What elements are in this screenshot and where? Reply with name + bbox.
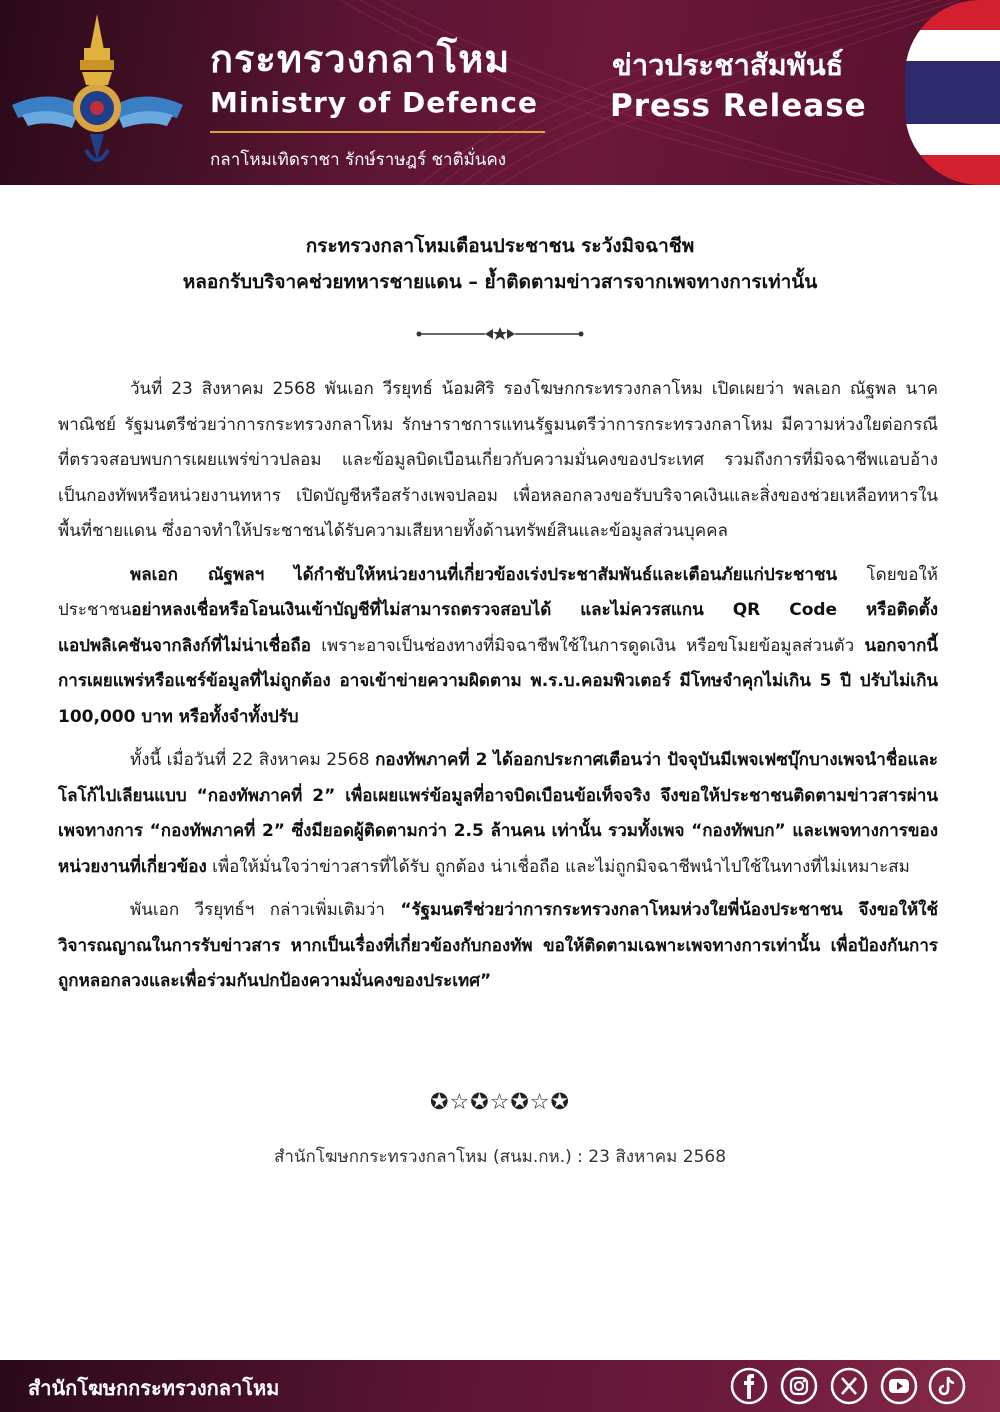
ornament-divider-icon [415,324,585,344]
title-line-1: กระทรวงกลาโหมเตือนประชาชน ระวังมิจฉาชีพ [305,235,695,257]
paragraph-2-text-b: โดยขอให้ประชาชน [58,564,938,620]
paragraph-3-text-a: ทั้งนี้ เมื่อวันที่ 22 สิงหาคม 2568 [130,750,376,770]
paragraph-3-bold-b: กองทัพภาคที่ 2 ได้ออกประกาศเตือนว่า ปัจจุบันมีเพจเฟซบุ๊กบางเพจนำชื่อและโลโก้ไปเลียนแบบ “กองทัพภาคที่ 2” เพื่อเผยแพร่ข้อมูลที่อาจบิดเบือนข้อเท็จจริง จึงขอให้ประชาชนติดตามข่าวสารผ่านเพจทางการ “กองทัพภาคที่ 2” ซึ่งมียอดผู้ติดตามกว่า 2.5 ล้านคน เท่านั้น รวมทั้งเพจ “กองทัพบก” และเพจทางการของหน่วยงานที่เกี่ยวข้อง [58,750,939,877]
press-release-english: Press Release [610,88,867,124]
footer-bar [0,1360,1000,1412]
facebook-icon[interactable] [730,1367,768,1405]
paragraph-1-text: วันที่ 23 สิงหาคม 2568 พันเอก วีรยุทธ์ น้อมศิริ รองโฆษกกระทรวงกลาโหม เปิดเผยว่า พลเอก ณัฐพล นาคพาณิชย์ รัฐมนตรีช่วยว่าการกระทรวงกลาโหม รักษาราชการแทนรัฐมนตรีว่าการกระทรวงกลาโหม มีความห่วงใยต่อกรณีที่ตรวจสอบพบการเผยแพร่ข่าวปลอม และข้อมูลบิดเบือนเกี่ยวกับความมั่นคงของประเทศ รวมถึงการที่มิจฉาชีพแอบอ้างเป็นกองทัพหรือหน่วยงานทหาร เปิดบัญชีหรือสร้างเพจปลอม เพื่อหลอกลวงขอรับบริจาคเงินและสิ่งของช่วยเหลือทหารในพื้นที่ชายแดน ซึ่งอาจทำให้ประชาชนได้รับความเสียหายทั้งด้านทรัพย์สินและข้อมูลส่วนบุคคล [58,379,938,541]
paragraph-2-bold-a: พลเอก ณัฐพลฯ ได้กำชับให้หน่วยงานที่เกี่ยวข้องเร่งประชาสัมพันธ์และเตือนภัยแก่ประชาชน [130,564,838,585]
source-line: สำนักโฆษกกระทรวงกลาโหม (สนม.กห.) : 23 สิงหาคม 2568 [273,1147,727,1167]
title-line-2: หลอกรับบริจาคช่วยทหารชายแดน – ย้ำติดตามข่าวสารจากเพจทางการเท่านั้น [182,271,818,293]
star-divider: ✪☆✪☆✪☆✪ [430,1090,570,1115]
paragraph-2-bold-c: อย่าหลงเชื่อหรือโอนเงินเข้าบัญชีที่ไม่สามารถตรวจสอบได้ และไม่ควรสแกน QR Code หรือติดตั้งแอปพลิเคชันจากลิงก์ที่ไม่น่าเชื่อถือ [58,600,938,656]
press-release-body [58,372,938,1008]
ministry-emblem-logo [10,10,185,175]
paragraph-2-text-d: เพราะอาจเป็นช่องทางที่มิจฉาชีพใช้ในการดูดเงิน หรือขโมยข้อมูลส่วนตัว [310,635,865,656]
paragraph-3 [58,743,938,885]
footer-office-name: สำนักโฆษกกระทรวงกลาโหม [28,1376,280,1400]
paragraph-3-text-c: เพื่อให้มั่นใจว่าข่าวสารที่ได้รับ ถูกต้อง น่าเชื่อถือ และไม่ถูกมิจฉาชีพนำไปใช้ในทางที่ไม่เหมาะสม [206,856,910,877]
ministry-motto: กลาโหมเทิดราชา รักษ์ราษฎร์ ชาติมั่นคง [210,150,507,170]
paragraph-4-bold-b: “รัฐมนตรีช่วยว่าการกระทรวงกลาโหมห่วงใยพี่น้องประชาชน จึงขอให้ใช้วิจารณญาณในการรับข่าวสาร หากเป็นเรื่องที่เกี่ยวข้องกับกองทัพ ขอให้ติดตามเฉพาะเพจทางการเท่านั้น เพื่อป้องกันการถูกหลอกลวงและเพื่อร่วมกันปกป้องความมั่นคงของประเทศ” [58,900,938,991]
tiktok-icon[interactable] [928,1367,966,1405]
header-banner [0,0,1000,185]
ministry-name-english: Ministry of Defence [210,86,538,119]
paragraph-1 [58,372,938,550]
youtube-icon[interactable] [880,1367,918,1405]
x-icon[interactable] [830,1367,868,1405]
ministry-name-thai: กระทรวงกลาโหม [210,37,511,81]
paragraph-4-text-a: พันเอก วีรยุทธ์ฯ กล่าวเพิ่มเติมว่า [130,900,401,920]
press-release-thai: ข่าวประชาสัมพันธ์ [612,48,844,82]
instagram-icon[interactable] [780,1367,818,1405]
press-release-title [40,228,960,300]
header-gold-divider [210,131,545,133]
paragraph-2 [58,558,938,736]
paragraph-4 [58,893,938,1000]
paragraph-2-bold-e: นอกจากนี้การเผยแพร่หรือแชร์ข้อมูลที่ไม่ถูกต้อง อาจเข้าข่ายความผิดตาม พ.ร.บ.คอมพิวเตอร์ มีโทษจำคุกไม่เกิน 5 ปี ปรับไม่เกิน 100,000 บาท หรือทั้งจำทั้งปรับ [58,635,938,727]
